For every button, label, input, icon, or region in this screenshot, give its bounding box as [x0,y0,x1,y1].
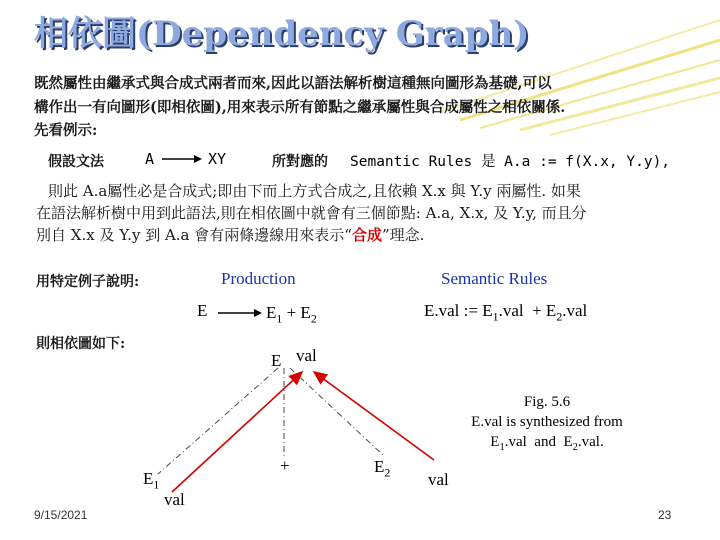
intro-line-2: 構作出一有向圖形(即相依圖),用來表示所有節點之繼承屬性與合成屬性之相依關係. [34,99,566,116]
slide-page-number: 23 [658,508,672,522]
rules-label: 所對應的 [272,154,328,170]
intro-line-1: 既然屬性由繼承式與合成式兩者而來,因此以語法解析樹這種無向圖形為基礎,可以 [34,75,552,92]
tree-edge-left [158,368,278,474]
graph-left-child: $E_1$ [143,469,160,492]
production-rhs: $E_1 + E_2$ [266,303,317,326]
graph-root-attr: val [296,346,317,365]
slide-date: 9/15/2021 [34,508,88,522]
caption-line-3: $E_1.val$ and $E_2.val$. [490,434,604,453]
graph-root: E [271,351,282,370]
grammar-rhs: XY [208,150,227,168]
grammar-lhs: A [145,150,155,168]
body-line-2: 在語法解析樹中用到此語法,則在相依圖中就會有三個節點: A.a, X.x, 及 Y.y, 而且分 [36,204,587,222]
graph-middle-child: + [280,456,290,475]
production-lhs: E [197,301,208,320]
graph-left-attr: val [164,490,185,509]
graph-right-attr: val [428,470,449,489]
body-line-3-end: ”理念. [381,226,425,244]
semantic-rule: E.val := $E_1.val + E_2.val$ [424,301,588,324]
figure-caption [452,392,642,458]
slide-title: 相依圖(Dependency Graph) [34,14,530,54]
example-label: 用特定例子說明: [36,274,140,290]
semantic-rules-header: Semantic Rules [441,269,548,288]
body-line-3-start: 別自 X.x 及 Y.y 到 A.a 會有兩條邊線用來表示“ [36,226,352,244]
graph-label: 則相依圖如下: [36,336,126,352]
caption-line-2: E.val is synthesized from [471,414,623,430]
tree-edge-right [290,368,384,456]
dependency-edge-right [314,372,434,460]
caption-line-1: Fig. 5.6 [523,394,571,410]
synthesis-keyword: 合成 [351,226,382,244]
intro-line-3: 先看例示: [34,122,98,139]
production-header: Production [221,269,296,288]
body-line-1: 則此 A.a屬性必是合成式;即由下而上方式合成之,且依賴 X.x 與 Y.y 兩屬性. 如果 [48,182,581,200]
graph-right-child: $E_2$ [374,457,391,480]
grammar-label: 假設文法 [48,154,104,170]
rules-text: Semantic Rules 是 A.a := f(X.x, Y.y), [350,154,671,170]
